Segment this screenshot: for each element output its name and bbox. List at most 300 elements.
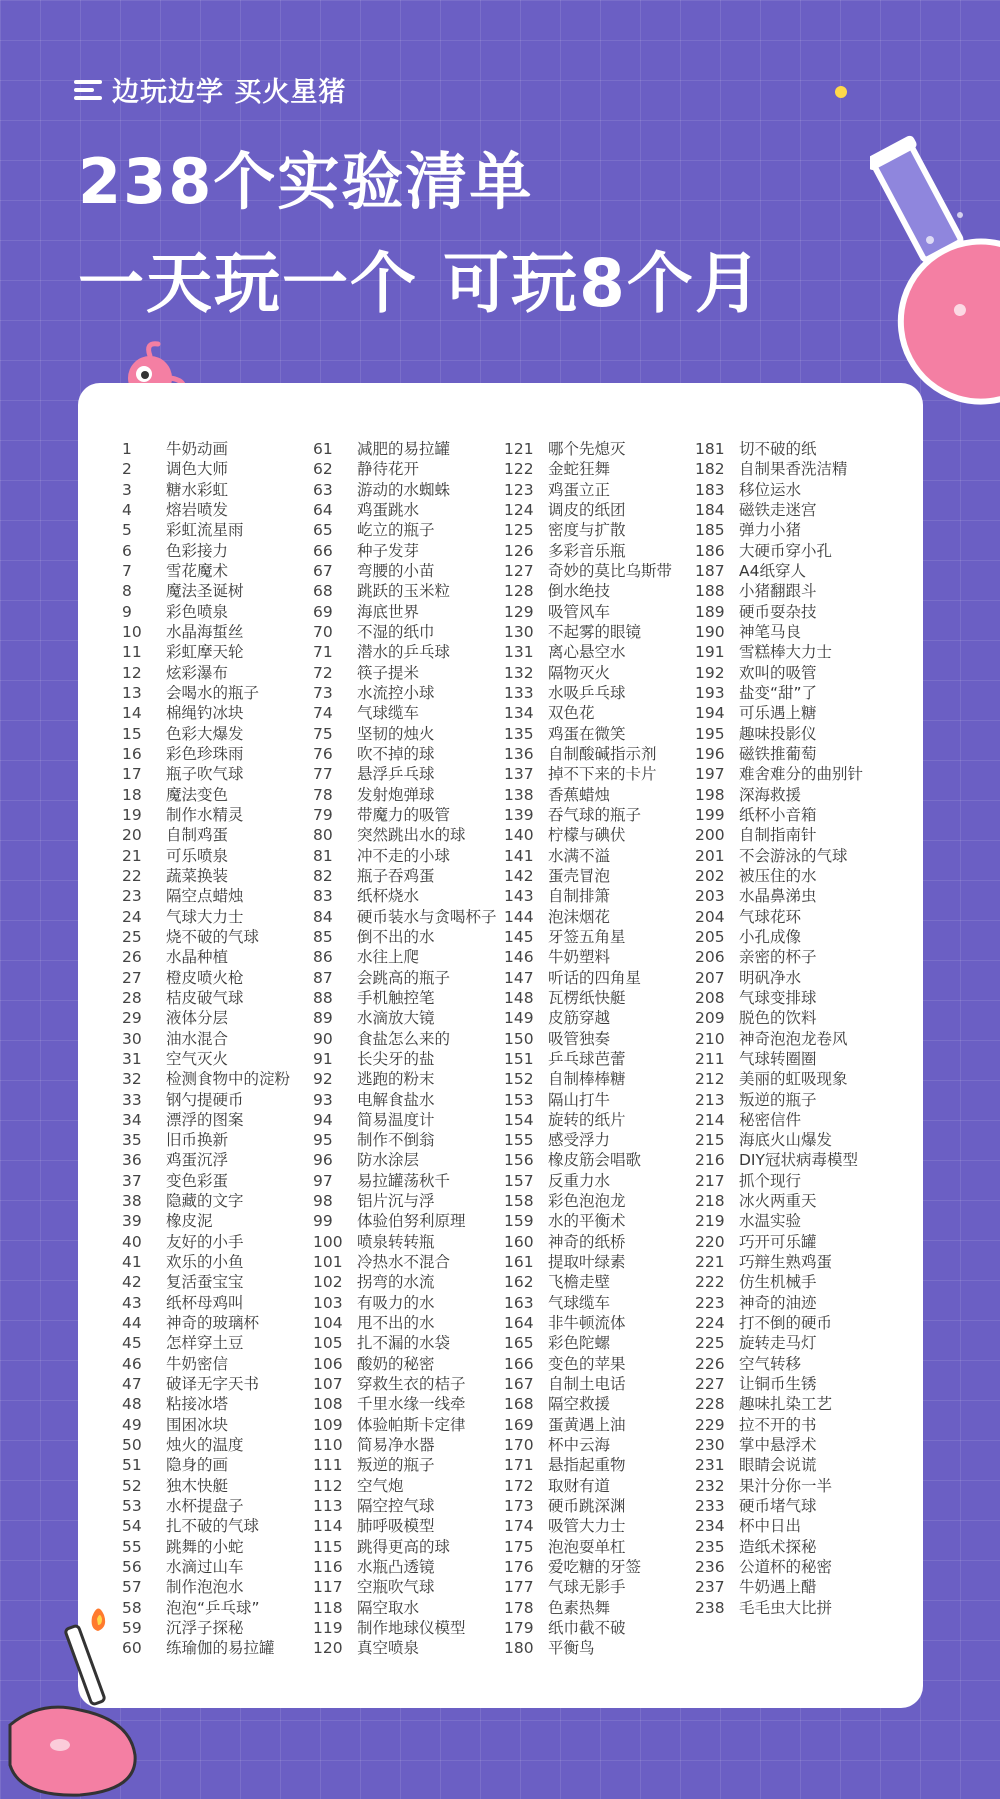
list-item [695, 520, 886, 540]
item-label: 简易温度计 [357, 1110, 435, 1129]
list-item [313, 1029, 504, 1049]
item-label: 彩色陀螺 [548, 1334, 611, 1353]
list-item [504, 1333, 695, 1353]
item-label: 掌中悬浮术 [739, 1436, 817, 1455]
item-label: 空气转移 [739, 1354, 802, 1373]
list-item [695, 988, 886, 1008]
list-item [504, 1313, 695, 1333]
item-label: 简易净水器 [357, 1436, 435, 1455]
item-label: 非牛顿流体 [548, 1314, 626, 1333]
item-number: 209 [695, 1009, 725, 1028]
menu-lines-icon [74, 80, 102, 100]
item-label: 瓦楞纸快艇 [548, 988, 626, 1007]
item-label: 吞气球的瓶子 [548, 805, 642, 824]
item-label: 甩不出的水 [357, 1314, 435, 1333]
item-label: 粘接冰塔 [166, 1395, 229, 1414]
item-number: 82 [313, 866, 333, 885]
item-number: 221 [695, 1253, 725, 1272]
item-label: 倒不出的水 [357, 927, 435, 946]
item-number: 210 [695, 1029, 725, 1048]
list-item [122, 805, 313, 825]
item-number: 118 [313, 1598, 343, 1617]
item-label: 带魔力的吸管 [357, 805, 451, 824]
list-item [313, 1618, 504, 1638]
item-number: 226 [695, 1354, 725, 1373]
item-number: 127 [504, 561, 534, 580]
item-number: 206 [695, 948, 725, 967]
item-label: 蛋壳冒泡 [548, 866, 611, 885]
item-number: 231 [695, 1456, 725, 1475]
item-label: 橡皮泥 [166, 1212, 213, 1231]
list-item [313, 764, 504, 784]
item-number: 178 [504, 1598, 534, 1617]
item-label: 神奇的玻璃杯 [166, 1314, 260, 1333]
item-number: 110 [313, 1436, 343, 1455]
item-number: 186 [695, 541, 725, 560]
item-number: 189 [695, 602, 725, 621]
item-label: 魔法变色 [166, 785, 229, 804]
list-item [695, 866, 886, 886]
list-item [695, 683, 886, 703]
list-item [313, 703, 504, 723]
list-item [313, 1577, 504, 1597]
list-item [122, 1435, 313, 1455]
item-number: 89 [313, 1009, 333, 1028]
item-label: 自制排箫 [548, 887, 611, 906]
item-label: 气球花环 [739, 907, 802, 926]
item-number: 9 [122, 602, 132, 621]
list-item [504, 1130, 695, 1150]
item-label: 可乐遇上糖 [739, 704, 817, 723]
item-label: 水晶鼻涕虫 [739, 887, 817, 906]
list-item [313, 459, 504, 479]
list-item [122, 1272, 313, 1292]
list-item [122, 1516, 313, 1536]
item-number: 147 [504, 968, 534, 987]
item-number: 116 [313, 1558, 343, 1577]
item-number: 48 [122, 1395, 142, 1414]
item-number: 148 [504, 988, 534, 1007]
item-label: 听话的四角星 [548, 968, 642, 987]
item-number: 151 [504, 1049, 534, 1068]
item-label: 发射炮弹球 [357, 785, 435, 804]
item-label: 小孔成像 [739, 927, 802, 946]
item-number: 119 [313, 1619, 343, 1638]
list-item [504, 561, 695, 581]
list-item [122, 1557, 313, 1577]
item-number: 168 [504, 1395, 534, 1414]
item-number: 37 [122, 1171, 142, 1190]
item-label: 喷泉转转瓶 [357, 1232, 435, 1251]
list-item [122, 1211, 313, 1231]
item-label: 扎不漏的水袋 [357, 1334, 451, 1353]
item-number: 85 [313, 927, 333, 946]
item-number: 105 [313, 1334, 343, 1353]
item-number: 44 [122, 1314, 142, 1333]
item-number: 238 [695, 1598, 725, 1617]
item-number: 196 [695, 744, 725, 763]
list-item [504, 1577, 695, 1597]
list-item [504, 500, 695, 520]
item-label: 破译无字天书 [166, 1375, 260, 1394]
list-item [504, 683, 695, 703]
item-number: 76 [313, 744, 333, 763]
item-number: 13 [122, 683, 142, 702]
list-item [122, 927, 313, 947]
item-label: 体验帕斯卡定律 [357, 1415, 466, 1434]
list-item [695, 1171, 886, 1191]
item-number: 208 [695, 988, 725, 1007]
list-item [695, 1537, 886, 1557]
list-item [504, 663, 695, 683]
item-number: 198 [695, 785, 725, 804]
item-label: 制作地球仪模型 [357, 1619, 466, 1638]
item-label: 泡沫烟花 [548, 907, 611, 926]
item-label: 纸杯小音箱 [739, 805, 817, 824]
item-label: 旧币换新 [166, 1131, 229, 1150]
list-item [313, 1455, 504, 1475]
item-label: 屹立的瓶子 [357, 521, 435, 540]
list-item [313, 622, 504, 642]
item-label: 水的平衡术 [548, 1212, 626, 1231]
item-number: 57 [122, 1578, 142, 1597]
item-number: 201 [695, 846, 725, 865]
item-number: 92 [313, 1070, 333, 1089]
brand-header [74, 70, 346, 109]
list-item [695, 1130, 886, 1150]
item-number: 69 [313, 602, 333, 621]
list-item [122, 1232, 313, 1252]
item-label: 变色的苹果 [548, 1354, 626, 1373]
item-number: 167 [504, 1375, 534, 1394]
item-number: 90 [313, 1029, 333, 1048]
item-label: 色素热舞 [548, 1598, 611, 1617]
list-item [122, 1252, 313, 1272]
item-label: 打不倒的硬币 [739, 1314, 833, 1333]
item-number: 111 [313, 1456, 343, 1475]
item-number: 137 [504, 765, 534, 784]
item-number: 32 [122, 1070, 142, 1089]
item-number: 161 [504, 1253, 534, 1272]
list-item [313, 1333, 504, 1353]
item-label: 飞檐走壁 [548, 1273, 611, 1292]
item-number: 233 [695, 1497, 725, 1516]
item-label: 水流控小球 [357, 683, 435, 702]
item-number: 96 [313, 1151, 333, 1170]
item-number: 158 [504, 1192, 534, 1211]
item-number: 107 [313, 1375, 343, 1394]
item-label: 体验伯努利原理 [357, 1212, 466, 1231]
list-item [504, 1638, 695, 1658]
item-label: 不湿的纸巾 [357, 622, 435, 641]
item-number: 138 [504, 785, 534, 804]
item-number: 113 [313, 1497, 343, 1516]
item-label: 隔空点蜡烛 [166, 887, 244, 906]
item-number: 16 [122, 744, 142, 763]
item-number: 60 [122, 1639, 142, 1658]
item-label: 趣味投影仪 [739, 724, 817, 743]
item-number: 140 [504, 826, 534, 845]
item-label: 制作水精灵 [166, 805, 244, 824]
item-number: 4 [122, 500, 132, 519]
item-number: 131 [504, 643, 534, 662]
item-label: 泡泡“乒乓球” [166, 1598, 260, 1617]
list-item [313, 1435, 504, 1455]
list-item [504, 785, 695, 805]
item-number: 112 [313, 1476, 343, 1495]
list-item [695, 622, 886, 642]
experiment-column [313, 439, 504, 1659]
list-item [313, 1476, 504, 1496]
item-label: 哪个先熄灭 [548, 440, 626, 458]
item-label: 气球大力士 [166, 907, 244, 926]
item-label: 跳得更高的球 [357, 1537, 451, 1556]
item-label: 长尖牙的盐 [357, 1049, 435, 1068]
list-item [122, 968, 313, 988]
list-item [313, 683, 504, 703]
item-number: 77 [313, 765, 333, 784]
item-label: 变色彩蛋 [166, 1171, 229, 1190]
item-label: 隐身的画 [166, 1456, 229, 1475]
item-label: 大硬币穿小孔 [739, 541, 833, 560]
item-number: 153 [504, 1090, 534, 1109]
list-item [122, 1313, 313, 1333]
item-label: 色彩接力 [166, 541, 229, 560]
item-label: 调皮的纸团 [548, 500, 626, 519]
list-item [122, 459, 313, 479]
item-label: 牛奶遇上醋 [739, 1578, 817, 1597]
item-number: 31 [122, 1049, 142, 1068]
list-item [504, 1476, 695, 1496]
item-label: 炫彩瀑布 [166, 663, 229, 682]
item-number: 53 [122, 1497, 142, 1516]
list-item [504, 480, 695, 500]
item-number: 58 [122, 1598, 142, 1617]
item-number: 71 [313, 643, 333, 662]
item-number: 136 [504, 744, 534, 763]
list-item [313, 642, 504, 662]
item-label: 气球变排球 [739, 988, 817, 1007]
item-number: 79 [313, 805, 333, 824]
item-label: 金蛇狂舞 [548, 460, 611, 479]
yellow-dot-decoration [835, 86, 847, 98]
item-number: 132 [504, 663, 534, 682]
page-subtitle: 一天玩一个 可玩8个月 [78, 245, 763, 322]
item-number: 12 [122, 663, 142, 682]
item-label: 让铜币生锈 [739, 1375, 817, 1394]
item-label: 趣味扎染工艺 [739, 1395, 833, 1414]
item-number: 194 [695, 704, 725, 723]
list-item [313, 1313, 504, 1333]
item-number: 149 [504, 1009, 534, 1028]
item-label: 怎样穿土豆 [166, 1334, 244, 1353]
list-item [313, 1354, 504, 1374]
item-label: A4纸穿人 [739, 561, 806, 580]
list-item [313, 1232, 504, 1252]
item-label: 橙皮喷火枪 [166, 968, 244, 987]
item-label: 皮筋穿越 [548, 1009, 611, 1028]
item-label: 神奇的油迹 [739, 1293, 817, 1312]
item-label: 秘密信件 [739, 1110, 802, 1129]
item-label: 冷热水不混合 [357, 1253, 451, 1272]
list-item [122, 785, 313, 805]
item-label: 空瓶吹气球 [357, 1578, 435, 1597]
list-item [504, 846, 695, 866]
item-label: 旋转的纸片 [548, 1110, 626, 1129]
list-item [504, 866, 695, 886]
item-label: 水杯提盘子 [166, 1497, 244, 1516]
item-label: 欢叫的吸管 [739, 663, 817, 682]
item-number: 22 [122, 866, 142, 885]
item-label: 硬币装水与贪喝杯子 [357, 907, 497, 926]
list-item [695, 886, 886, 906]
list-item [695, 459, 886, 479]
list-item [313, 1049, 504, 1069]
item-number: 30 [122, 1029, 142, 1048]
item-number: 91 [313, 1049, 333, 1068]
list-item [313, 439, 504, 459]
list-item [313, 1110, 504, 1130]
item-number: 195 [695, 724, 725, 743]
list-item [504, 642, 695, 662]
list-item [695, 744, 886, 764]
item-number: 15 [122, 724, 142, 743]
item-number: 173 [504, 1497, 534, 1516]
list-item [122, 744, 313, 764]
item-label: 桔皮破气球 [166, 988, 244, 1007]
item-number: 17 [122, 765, 142, 784]
item-number: 121 [504, 440, 534, 458]
item-number: 152 [504, 1070, 534, 1089]
list-item [122, 947, 313, 967]
item-label: 硬币堵气球 [739, 1497, 817, 1516]
item-number: 122 [504, 460, 534, 479]
experiment-column [504, 439, 695, 1659]
list-item [504, 988, 695, 1008]
item-label: 空气灭火 [166, 1049, 229, 1068]
item-number: 193 [695, 683, 725, 702]
item-number: 94 [313, 1110, 333, 1129]
list-item [695, 1049, 886, 1069]
list-item [504, 459, 695, 479]
list-item [504, 1211, 695, 1231]
list-item [313, 907, 504, 927]
item-label: 巧辩生熟鸡蛋 [739, 1253, 833, 1272]
list-item [504, 1293, 695, 1313]
item-number: 123 [504, 480, 534, 499]
item-number: 26 [122, 948, 142, 967]
item-label: 被压住的水 [739, 866, 817, 885]
item-number: 164 [504, 1314, 534, 1333]
list-item [122, 825, 313, 845]
item-number: 126 [504, 541, 534, 560]
list-item [695, 1333, 886, 1353]
list-item [313, 1090, 504, 1110]
item-number: 216 [695, 1151, 725, 1170]
item-label: 自制鸡蛋 [166, 826, 229, 845]
list-item [313, 1415, 504, 1435]
item-label: 牙签五角星 [548, 927, 626, 946]
item-number: 183 [695, 480, 725, 499]
item-label: 自制果香洗洁精 [739, 460, 848, 479]
item-number: 18 [122, 785, 142, 804]
list-item [504, 1598, 695, 1618]
list-item [313, 825, 504, 845]
list-item [122, 1354, 313, 1374]
item-number: 162 [504, 1273, 534, 1292]
item-label: 有吸力的水 [357, 1293, 435, 1312]
list-item [313, 1130, 504, 1150]
item-label: 空气炮 [357, 1476, 404, 1495]
item-number: 47 [122, 1375, 142, 1394]
list-item [504, 1110, 695, 1130]
list-item [122, 764, 313, 784]
list-item [122, 1415, 313, 1435]
item-number: 83 [313, 887, 333, 906]
item-number: 125 [504, 521, 534, 540]
flask-with-flame-icon [0, 1605, 160, 1799]
item-number: 55 [122, 1537, 142, 1556]
item-number: 41 [122, 1253, 142, 1272]
list-item [313, 561, 504, 581]
list-item [695, 1496, 886, 1516]
item-label: 磁铁推葡萄 [739, 744, 817, 763]
list-item [122, 846, 313, 866]
item-number: 236 [695, 1558, 725, 1577]
list-item [695, 581, 886, 601]
item-label: 弯腰的小苗 [357, 561, 435, 580]
list-item [504, 581, 695, 601]
item-label: 悬浮乒乓球 [357, 765, 435, 784]
list-item [695, 480, 886, 500]
item-label: 蛋黄遇上油 [548, 1415, 626, 1434]
item-number: 128 [504, 582, 534, 601]
list-item [122, 541, 313, 561]
item-number: 225 [695, 1334, 725, 1353]
item-number: 203 [695, 887, 725, 906]
item-number: 165 [504, 1334, 534, 1353]
item-label: 杯中日出 [739, 1517, 802, 1536]
item-number: 24 [122, 907, 142, 926]
list-item [695, 1598, 886, 1618]
item-number: 39 [122, 1212, 142, 1231]
list-item [122, 683, 313, 703]
item-number: 227 [695, 1375, 725, 1394]
list-item [695, 1090, 886, 1110]
item-label: 仿生机械手 [739, 1273, 817, 1292]
item-label: 不起雾的眼镜 [548, 622, 642, 641]
list-item [122, 1293, 313, 1313]
item-number: 181 [695, 440, 725, 458]
page-title: 238个实验清单 [78, 145, 534, 218]
item-label: 巧开可乐罐 [739, 1232, 817, 1251]
list-item [122, 1496, 313, 1516]
item-label: 手机触控笔 [357, 988, 435, 1007]
item-number: 213 [695, 1090, 725, 1109]
item-label: 围困冰块 [166, 1415, 229, 1434]
item-label: 取财有道 [548, 1476, 611, 1495]
item-number: 19 [122, 805, 142, 824]
item-label: 牛奶动画 [166, 440, 229, 458]
item-label: 蔬菜换装 [166, 866, 229, 885]
item-label: 双色花 [548, 704, 595, 723]
list-item [504, 764, 695, 784]
list-item [122, 1374, 313, 1394]
list-item [313, 500, 504, 520]
item-number: 72 [313, 663, 333, 682]
item-number: 88 [313, 988, 333, 1007]
item-label: 友好的小手 [166, 1232, 244, 1251]
